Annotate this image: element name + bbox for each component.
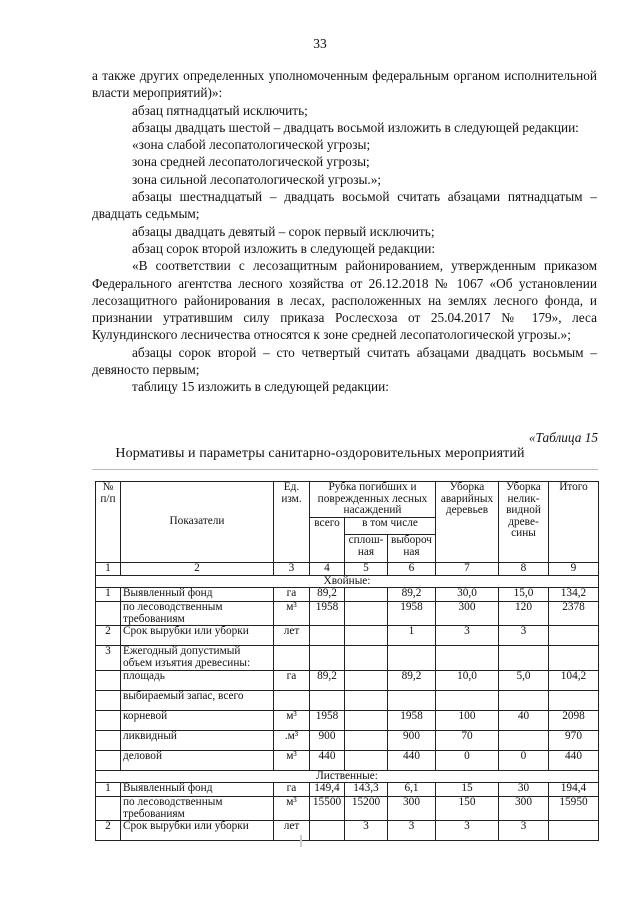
table-cell: [96, 750, 121, 770]
table-cell: [345, 602, 388, 626]
paragraph: таблицу 15 изложить в следующей редакции:: [132, 379, 389, 395]
table-cell: га: [274, 588, 310, 602]
column-number: 4: [310, 563, 345, 576]
table-cell: 15,0: [499, 588, 549, 602]
paragraph: зона сильной лесопатологической угрозы.»;: [132, 171, 382, 187]
table-cell: [549, 646, 599, 670]
table-cell: [549, 821, 599, 841]
table-cell: 89,2: [388, 588, 436, 602]
table-cell: 3: [499, 626, 549, 646]
table-cell: 1958: [388, 602, 436, 626]
table-cell: 3: [436, 626, 499, 646]
table-cell: 150: [436, 797, 499, 821]
table-cell: 3: [388, 821, 436, 841]
table-cell: [388, 690, 436, 710]
table-row: [96, 730, 599, 750]
table-cell: 40: [499, 710, 549, 730]
header-emergency: Уборка аварийных деревьев: [436, 482, 499, 563]
table-cell: 1: [96, 588, 121, 602]
table-cell: [345, 670, 388, 690]
table-cell: 149,4: [310, 783, 345, 797]
column-number: 8: [499, 563, 549, 576]
row-label: по лесоводственным требованиям: [121, 797, 274, 821]
table-cell: 89,2: [388, 670, 436, 690]
table-cell: га: [274, 670, 310, 690]
row-label: выбираемый запас, всего: [121, 690, 274, 710]
table-cell: [345, 750, 388, 770]
paragraph: абзацы двадцать шестой – двадцать восьмой изложить в следующей редакции:: [132, 119, 579, 135]
table-row: [96, 797, 599, 821]
table-cell: 3: [499, 821, 549, 841]
table-row: [96, 602, 599, 626]
table-cell: 300: [436, 602, 499, 626]
table-cell: 970: [549, 730, 599, 750]
row-label: Срок вырубки или уборки: [121, 626, 274, 646]
paragraph: «В соответствии с лесозащитным районированием, утвержденным приказом Федерального агентства лесного хозяйства от 26.12.2018 № 1067 «Об установлении лесозащитного районирования в лесах, расположенных на землях лесного фонда, и признании утратившим силу приказа Рослесхоза от 25.04.2017 № 179», леса Кулундинского лесничества относятся к зоне средней лесопатологической угрозы.»;: [92, 258, 597, 343]
table-cell: 900: [388, 730, 436, 750]
paragraph: абзац сорок второй изложить в следующей редакции:: [132, 240, 436, 256]
column-number: 7: [436, 563, 499, 576]
table-cell: [499, 690, 549, 710]
row-label: ликвидный: [121, 730, 274, 750]
table-cell: 15950: [549, 797, 599, 821]
table-cell: .м³: [274, 730, 310, 750]
header-felling: Рубка погибших и поврежденных лесных насаждений: [310, 482, 436, 518]
table-cell: 3: [436, 821, 499, 841]
document-body: [92, 67, 597, 396]
table-cell: 300: [388, 797, 436, 821]
table-row: [96, 783, 599, 797]
table-cell: 1958: [310, 710, 345, 730]
table-row: [96, 646, 599, 670]
table-cell: лет: [274, 821, 310, 841]
table-cell: [96, 797, 121, 821]
column-number: 2: [121, 563, 274, 576]
table-cell: 2: [96, 821, 121, 841]
paragraph: абзацы двадцать девятый – сорок первый исключить;: [132, 223, 435, 239]
paragraph: зона средней лесопатологической угрозы;: [132, 154, 370, 170]
table-cell: [310, 646, 345, 670]
column-number: 6: [388, 563, 436, 576]
table-cell: 89,2: [310, 588, 345, 602]
table-label: «Таблица 15: [528, 430, 598, 445]
table-cell: га: [274, 783, 310, 797]
table-row: [96, 821, 599, 841]
table-cell: [310, 690, 345, 710]
header-unit: Ед. изм.: [274, 482, 310, 563]
column-number: 5: [345, 563, 388, 576]
table-cell: 0: [499, 750, 549, 770]
row-label: Выявленный фонд: [121, 783, 274, 797]
section-deciduous: Лиственные:: [96, 770, 599, 783]
table-cell: 15: [436, 783, 499, 797]
table-cell: 440: [388, 750, 436, 770]
table-cell: м³: [274, 602, 310, 626]
header-num: № п/п: [96, 482, 121, 563]
paragraph: абзац пятнадцатый исключить;: [132, 102, 308, 118]
table-row: [96, 626, 599, 646]
table-cell: 120: [499, 602, 549, 626]
table-cell: 300: [499, 797, 549, 821]
paragraph: а также других определенных уполномоченным федеральным органом исполнительной власти мероприятий)»:: [92, 68, 597, 101]
table-cell: [345, 690, 388, 710]
table-cell: [96, 670, 121, 690]
table-cell: [549, 626, 599, 646]
table-cell: 70: [436, 730, 499, 750]
table-row: [96, 710, 599, 730]
column-number: 3: [274, 563, 310, 576]
row-label: деловой: [121, 750, 274, 770]
table-cell: 15200: [345, 797, 388, 821]
divider: [300, 835, 302, 847]
table-cell: [96, 602, 121, 626]
column-number: 1: [96, 563, 121, 576]
column-number: 9: [549, 563, 599, 576]
table-cell: 143,3: [345, 783, 388, 797]
header-illiquid: Уборка нелик-видной древе-сины: [499, 482, 549, 563]
table-cell: 440: [310, 750, 345, 770]
row-label: корневой: [121, 710, 274, 730]
table-cell: 6,1: [388, 783, 436, 797]
table-cell: [96, 710, 121, 730]
table-cell: 5,0: [499, 670, 549, 690]
table-cell: 1958: [388, 710, 436, 730]
table-cell: [274, 646, 310, 670]
table-cell: м³: [274, 750, 310, 770]
row-label: площадь: [121, 670, 274, 690]
table-cell: 104,2: [549, 670, 599, 690]
header-indicator: Показатели: [121, 482, 274, 563]
table-cell: 1: [96, 783, 121, 797]
column-numbers-row: [96, 563, 599, 576]
table-cell: [345, 588, 388, 602]
section-conifer: Хвойные:: [96, 575, 599, 588]
table-cell: [310, 626, 345, 646]
table-cell: лет: [274, 626, 310, 646]
table-cell: [345, 730, 388, 750]
table-cell: м³: [274, 710, 310, 730]
table-cell: [499, 730, 549, 750]
table-cell: [310, 821, 345, 841]
table-cell: [274, 690, 310, 710]
table-cell: [345, 626, 388, 646]
table-row: [96, 588, 599, 602]
table-cell: [96, 730, 121, 750]
table-cell: [436, 646, 499, 670]
table-cell: [345, 646, 388, 670]
table-cell: м³: [274, 797, 310, 821]
paragraph: абзацы шестнадцатый – двадцать восьмой считать абзацами пятнадцатым – двадцать седьмым;: [92, 189, 597, 222]
table-cell: [436, 690, 499, 710]
table-cell: [96, 690, 121, 710]
page-number: 33: [313, 36, 327, 51]
table-cell: 30: [499, 783, 549, 797]
table-cell: [388, 646, 436, 670]
paragraph: «зона слабой лесопатологической угрозы;: [132, 137, 371, 153]
header-clear: сплош-ная: [345, 535, 388, 563]
table-cell: 2098: [549, 710, 599, 730]
table-cell: 1958: [310, 602, 345, 626]
table-cell: [499, 646, 549, 670]
header-total: всего: [310, 518, 345, 563]
table-cell: 2378: [549, 602, 599, 626]
table-cell: 30,0: [436, 588, 499, 602]
table-cell: 134,2: [549, 588, 599, 602]
norms-table: [95, 481, 599, 841]
table-cell: 194,4: [549, 783, 599, 797]
table-cell: 0: [436, 750, 499, 770]
paragraph: абзацы сорок второй – сто четвертый считать абзацами двадцать восьмым – девяносто первым;: [92, 344, 597, 378]
table-cell: 440: [549, 750, 599, 770]
table-cell: 900: [310, 730, 345, 750]
table-cell: 15500: [310, 797, 345, 821]
table-row: [96, 750, 599, 770]
row-label: Срок вырубки или уборки: [121, 821, 274, 841]
table-cell: 3: [345, 821, 388, 841]
table-cell: 89,2: [310, 670, 345, 690]
row-label: Ежегодный допустимый объем изъятия древесины:: [121, 646, 274, 670]
table-cell: 2: [96, 626, 121, 646]
header-selective: выбороч ная: [388, 535, 436, 563]
header-grand-total: Итого: [549, 482, 599, 563]
table-title: Нормативы и параметры санитарно-оздоровительных мероприятий: [115, 446, 525, 461]
table-cell: 3: [96, 646, 121, 670]
table-cell: 10,0: [436, 670, 499, 690]
divider: [92, 469, 598, 470]
row-label: Выявленный фонд: [121, 588, 274, 602]
table-cell: [549, 690, 599, 710]
table-cell: [345, 710, 388, 730]
table-cell: 100: [436, 710, 499, 730]
table-row: [96, 690, 599, 710]
header-incl: в том числе: [345, 518, 436, 535]
table-cell: 1: [388, 626, 436, 646]
row-label: по лесоводственным требованиям: [121, 602, 274, 626]
table-row: [96, 670, 599, 690]
